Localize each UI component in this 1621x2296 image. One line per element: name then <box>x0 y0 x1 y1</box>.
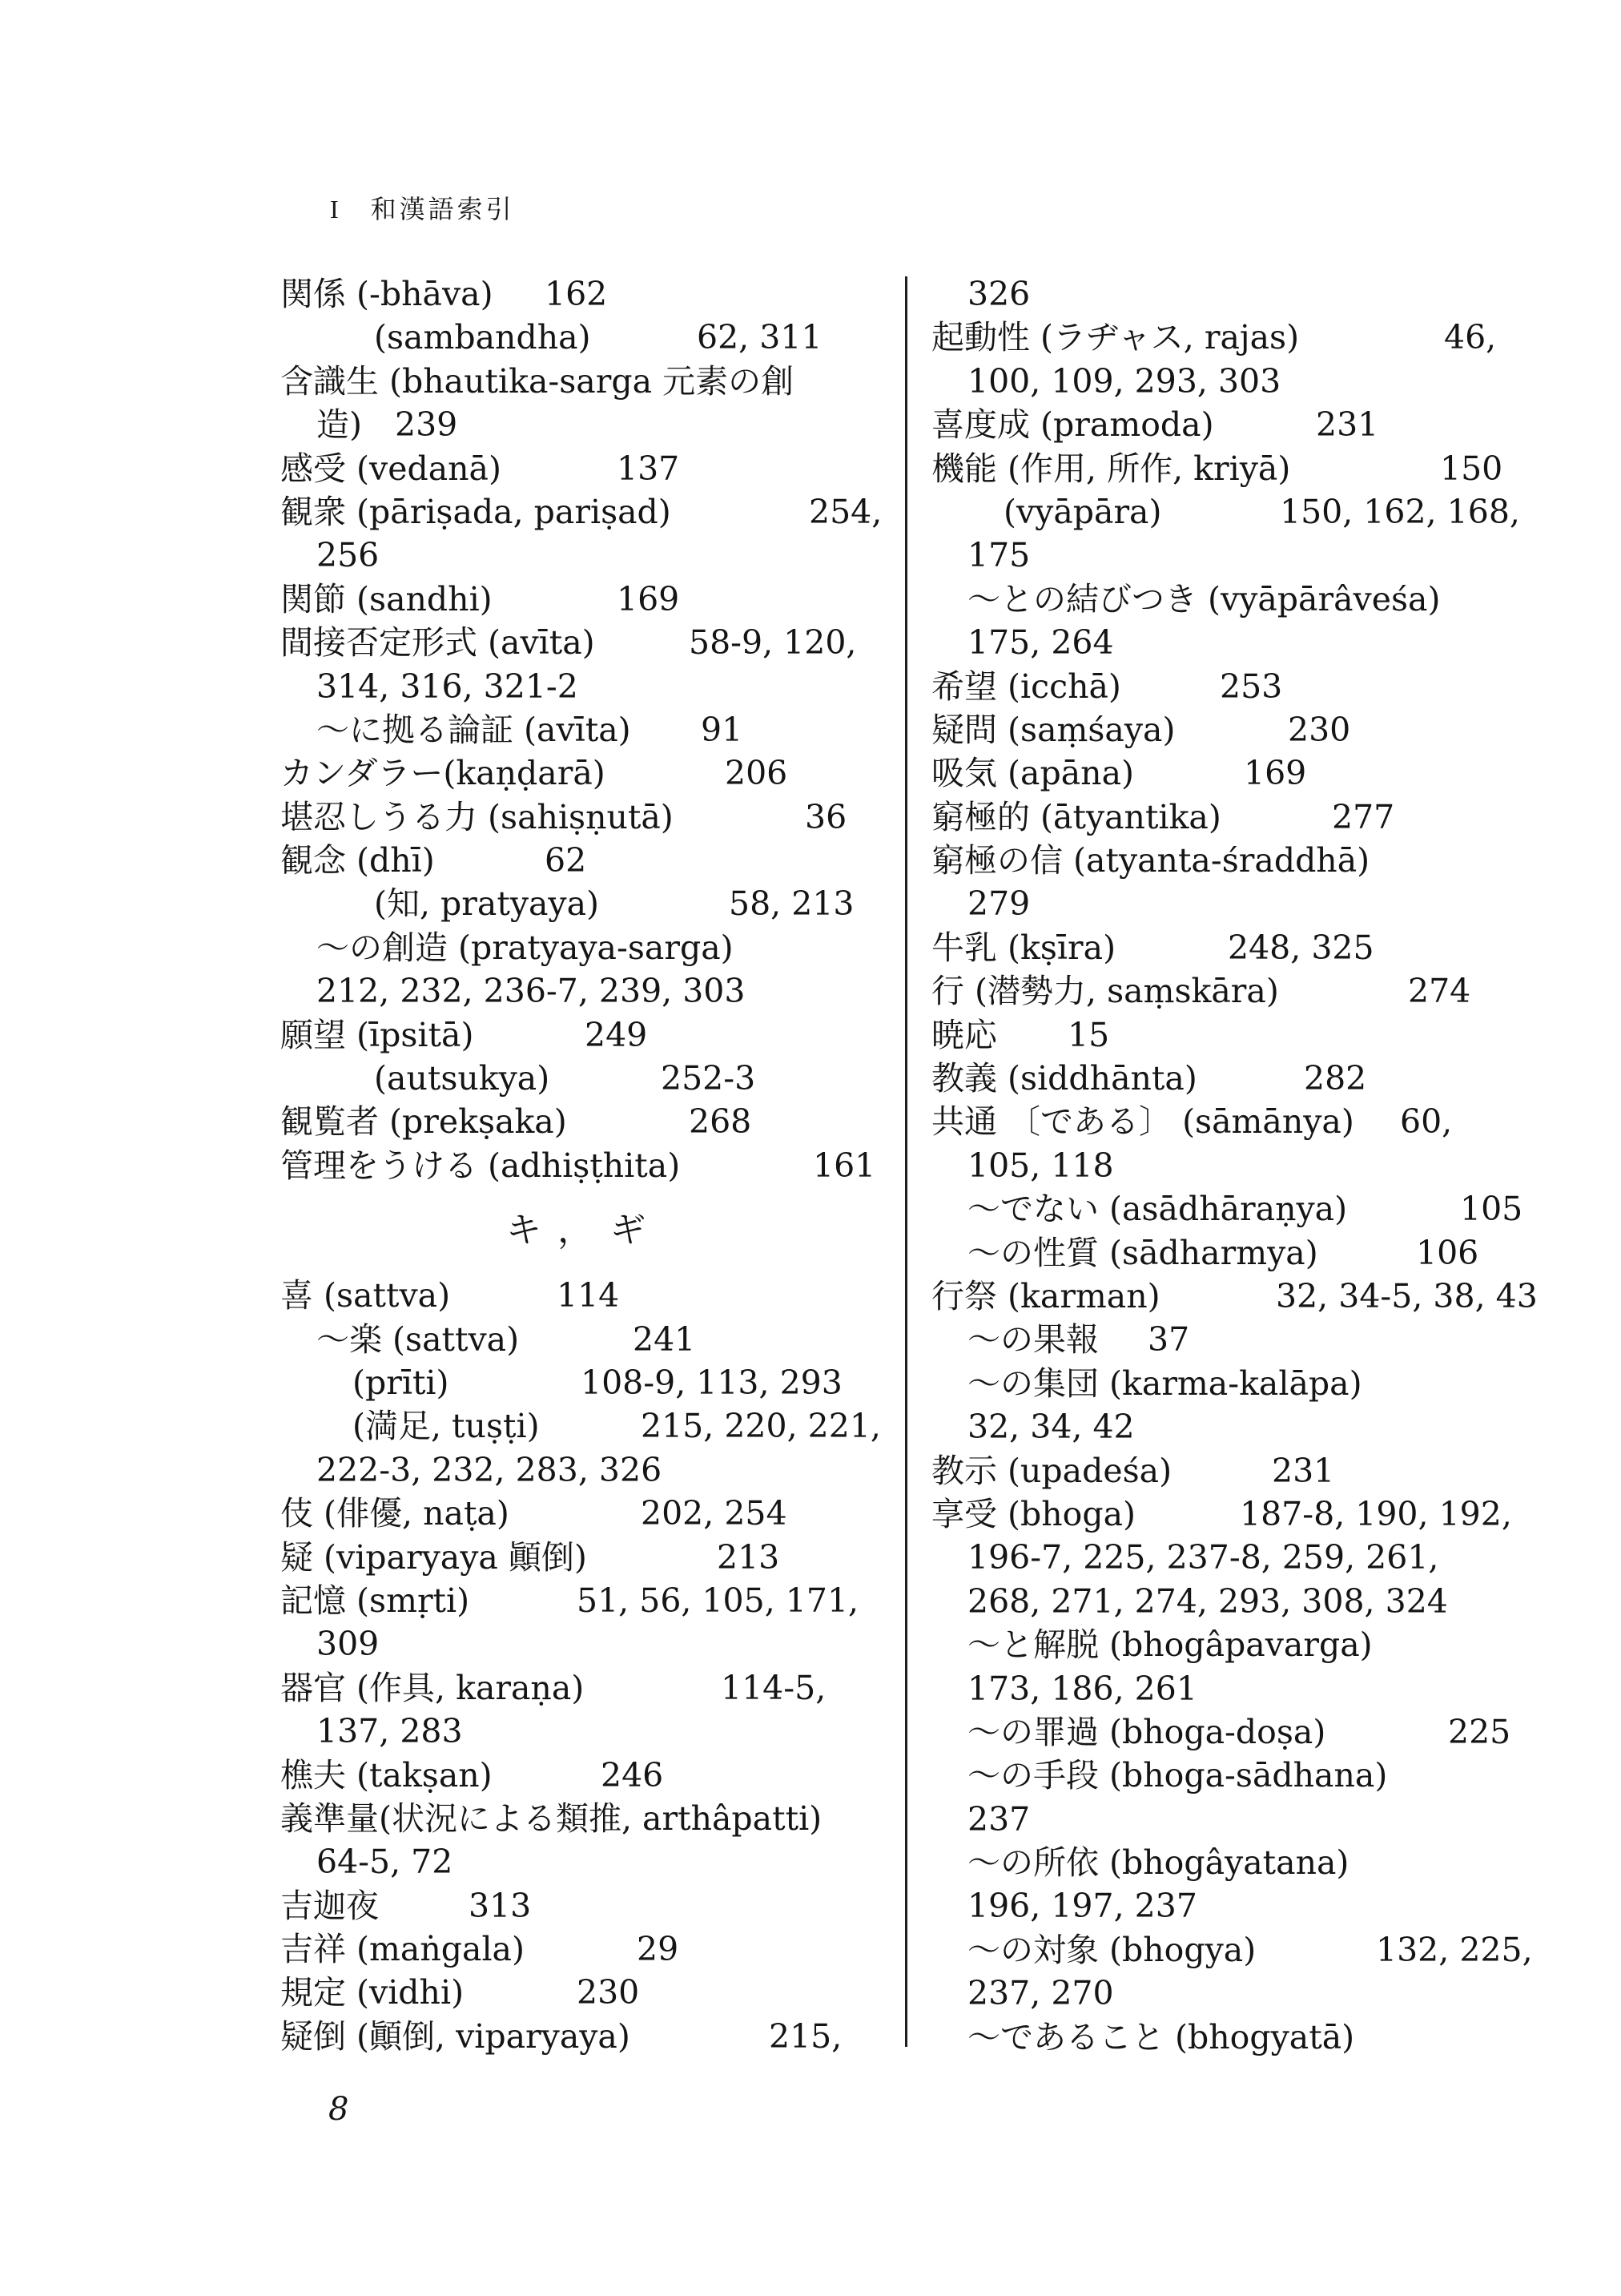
index-entry <box>931 272 1540 316</box>
page-references: 161 <box>813 1146 876 1185</box>
index-term: 237 <box>967 1799 1031 1839</box>
index-term: 疑 (viparyaya 顚倒) <box>280 1537 587 1577</box>
index-entry <box>280 1274 889 1317</box>
index-term: 牛乳 (kṣīra) <box>931 928 1116 967</box>
index-term: 窮極的 (ātyantika) <box>931 797 1221 836</box>
index-entry <box>931 882 1540 925</box>
index-term: ～の対象 (bhogya) <box>967 1930 1257 1969</box>
page-references: 58, 213 <box>729 884 855 924</box>
page-references: 51, 56, 105, 171, <box>577 1581 859 1620</box>
index-entry <box>280 447 889 490</box>
index-entry <box>931 1710 1540 1754</box>
index-entry <box>280 1797 889 1840</box>
page-references: 114 <box>557 1276 620 1315</box>
page-references: 230 <box>577 1973 640 2012</box>
index-entry <box>280 1100 889 1143</box>
index-term: 希望 (icchā) <box>931 667 1121 706</box>
index-entry <box>280 839 889 882</box>
index-term: 規定 (vidhi) <box>280 1973 465 2012</box>
index-term: 137, 283 <box>316 1712 463 1751</box>
index-entry <box>931 751 1540 795</box>
left-column <box>280 272 889 2058</box>
index-entry <box>280 360 889 403</box>
index-entry <box>280 1404 889 1448</box>
page-references: 215, 220, 221, <box>641 1407 881 1446</box>
index-term: 268, 271, 274, 293, 308, 324 <box>967 1581 1448 1621</box>
index-term: (満足, tuṣṭi) <box>352 1407 540 1446</box>
page-references: 58-9, 120, <box>689 623 857 663</box>
page-references: 277 <box>1332 797 1395 836</box>
index-entry <box>280 665 889 708</box>
index-term: ～でない (asādhāraṇya) <box>967 1190 1348 1229</box>
index-term: ～であること (bhogyatā) <box>967 2017 1355 2056</box>
index-entry <box>280 621 889 664</box>
index-term: 314, 316, 321-2 <box>316 667 578 706</box>
index-entry <box>280 882 889 925</box>
index-entry <box>280 1448 889 1492</box>
index-term: 観衆 (pāriṣada, pariṣad) <box>280 492 671 531</box>
index-entry <box>931 1275 1540 1318</box>
index-entry <box>931 1057 1540 1100</box>
index-entry <box>931 1623 1540 1666</box>
index-term: ～に拠る論証 (avīta) <box>316 710 631 749</box>
index-term: (sambandha) <box>374 318 591 357</box>
index-term: 100, 109, 293, 303 <box>967 361 1281 401</box>
index-entry <box>280 1971 889 2014</box>
page-references: 268 <box>689 1102 752 1142</box>
index-term: ～との結びつき (vyāpārâveśa) <box>967 579 1441 618</box>
index-entry <box>280 796 889 839</box>
index-term: 含識生 (bhautika-sarga 元素の創 <box>280 361 794 401</box>
index-entry <box>280 708 889 751</box>
index-entry <box>931 926 1540 969</box>
index-term: 64-5, 72 <box>316 1843 453 1882</box>
index-entry <box>280 1622 889 1666</box>
index-term: 237, 270 <box>967 1974 1114 2013</box>
index-term: 196, 197, 237 <box>967 1887 1197 1926</box>
page-references: 253 <box>1220 667 1283 706</box>
index-term: 309 <box>316 1625 380 1664</box>
page-references: 215, <box>769 2016 843 2056</box>
running-header <box>330 189 515 226</box>
index-entry <box>931 665 1540 708</box>
index-entry <box>280 2015 889 2058</box>
index-term: 造) 239 <box>316 405 458 445</box>
page-references: 313 <box>469 1886 532 1925</box>
index-term: 願望 (īpsitā) <box>280 1015 474 1054</box>
index-entry <box>280 316 889 359</box>
page-references: 282 <box>1304 1059 1367 1098</box>
index-term: 共通 〔である〕 (sāmānya) <box>931 1102 1354 1142</box>
index-entry <box>280 578 889 621</box>
section-heading: キ，ギ <box>505 1210 664 1251</box>
index-entry <box>931 447 1540 490</box>
index-term: 義準量(状況による類推, arthâpatti) <box>280 1799 823 1838</box>
index-entry <box>931 708 1540 751</box>
page-references: 37 <box>1148 1320 1190 1359</box>
page-references: 150, 162, 168, <box>1280 492 1520 531</box>
index-term: (知, pratyaya) <box>374 884 600 924</box>
page-references: 230 <box>1288 710 1351 749</box>
index-term: 喜 (sattva) <box>280 1276 451 1315</box>
page-references: 36 <box>805 797 847 836</box>
index-term: 教義 (siddhānta) <box>931 1059 1197 1098</box>
index-entry <box>280 1710 889 1753</box>
page-references: 249 <box>585 1015 648 1054</box>
page-references: 62 <box>545 841 587 880</box>
page-references: 108-9, 113, 293 <box>581 1363 843 1402</box>
index-term: 279 <box>967 884 1031 924</box>
index-term: 管理をうける (adhiṣṭhita) <box>280 1146 681 1185</box>
page-references: 202, 254 <box>641 1494 787 1533</box>
index-term: (prīti) <box>352 1363 449 1402</box>
column-divider <box>905 276 907 2047</box>
index-term: 関節 (sandhi) <box>280 579 493 618</box>
index-term: 伎 (俳優, naṭa) <box>280 1494 509 1533</box>
index-term: (autsukya) <box>374 1059 550 1098</box>
index-entry <box>280 1144 889 1187</box>
index-entry <box>931 1144 1540 1187</box>
index-term: 196-7, 225, 237-8, 259, 261, <box>967 1538 1439 1577</box>
page-references: 213 <box>717 1537 780 1577</box>
page-references: 225 <box>1448 1712 1511 1751</box>
index-entry <box>931 1884 1540 1927</box>
index-term: 感受 (vedanā) <box>280 449 501 488</box>
index-entry <box>931 1449 1540 1492</box>
index-term: 212, 232, 236-7, 239, 303 <box>316 972 746 1011</box>
index-term: 関係 (-bhāva) <box>280 275 493 313</box>
index-entry <box>931 1928 1540 1972</box>
index-entry <box>931 796 1540 839</box>
section-title: 和漢語索引 <box>370 194 515 224</box>
index-term: 行祭 (karman) <box>931 1276 1160 1315</box>
index-entry <box>280 1927 889 1971</box>
page-references: 187-8, 190, 192, <box>1240 1494 1512 1533</box>
index-entry <box>280 1536 889 1579</box>
index-term: 吉迦夜 <box>280 1886 379 1925</box>
page-references: 162 <box>545 275 608 313</box>
index-entry <box>280 926 889 969</box>
page-references: 241 <box>633 1319 696 1359</box>
index-term: 享受 (bhoga) <box>931 1494 1136 1533</box>
index-entry <box>931 1405 1540 1448</box>
index-term: 樵夫 (takṣan) <box>280 1755 493 1795</box>
page-references: 231 <box>1272 1451 1335 1490</box>
index-term: ～の集団 (karma-kalāpa) <box>967 1364 1362 1403</box>
index-term: 暁応 <box>931 1015 997 1054</box>
index-entry <box>931 1798 1540 1841</box>
index-entry <box>280 1361 889 1404</box>
index-entry <box>931 360 1540 403</box>
page-references: 132, 225, <box>1376 1930 1533 1969</box>
index-entry <box>280 969 889 1013</box>
index-entry <box>280 751 889 795</box>
index-entry <box>931 1580 1540 1623</box>
index-term: ～の罪過 (bhoga-doṣa) <box>967 1712 1326 1751</box>
index-entry <box>280 1666 889 1710</box>
index-entry <box>931 1100 1540 1143</box>
page-references: 91 <box>701 710 743 749</box>
page-references: 248, 325 <box>1228 928 1374 967</box>
index-entry <box>280 490 889 534</box>
index-term: 堪忍しうる力 (sahiṣṇutā) <box>280 797 674 836</box>
index-entry <box>931 1362 1540 1405</box>
index-entry <box>931 1187 1540 1231</box>
index-entry <box>280 1057 889 1100</box>
page-references: 60, <box>1400 1102 1453 1142</box>
index-entry <box>280 1579 889 1622</box>
index-term: 疑倒 (顚倒, viparyaya) <box>280 2016 630 2056</box>
index-term: 間接否定形式 (avīta) <box>280 623 595 663</box>
index-entry <box>280 1840 889 1883</box>
index-entry <box>931 1841 1540 1884</box>
page-references: 150 <box>1440 449 1503 488</box>
index-term: 256 <box>316 536 380 575</box>
index-entry <box>280 1318 889 1361</box>
index-term: 175 <box>967 536 1031 575</box>
section-numeral: I <box>330 195 342 224</box>
index-term: ～の創造 (pratyaya-sarga) <box>316 928 734 967</box>
index-entry <box>931 1492 1540 1536</box>
page-references: 62, 311 <box>697 318 823 357</box>
index-term: 窮極の信 (atyanta-śraddhā) <box>931 841 1370 880</box>
index-entry <box>280 1013 889 1057</box>
index-term: 326 <box>967 275 1031 313</box>
page-references: 114-5, <box>721 1668 827 1707</box>
index-term: ～と解脱 (bhogâpavarga) <box>967 1625 1373 1665</box>
page-references: 137 <box>617 449 680 488</box>
index-entry <box>931 1972 1540 2015</box>
page-references: 274 <box>1408 972 1471 1011</box>
page-references: 29 <box>637 1930 679 1969</box>
index-term: ～の果報 <box>967 1320 1099 1359</box>
index-entry <box>931 316 1540 359</box>
index-entry <box>931 1536 1540 1579</box>
page-references: 15 <box>1068 1015 1110 1054</box>
index-term: 起動性 (ラヂャス, rajas) <box>931 318 1300 357</box>
index-term: 吸気 (apāna) <box>931 754 1135 793</box>
index-term: 喜度成 (pramoda) <box>931 405 1214 445</box>
page-references: 169 <box>1244 754 1307 793</box>
index-term: ～の所依 (bhogâyatana) <box>967 1843 1349 1883</box>
index-term: 疑問 (saṃśaya) <box>931 710 1176 749</box>
page-references: 106 <box>1416 1233 1479 1272</box>
index-entry <box>280 1884 889 1927</box>
index-term: 記憶 (smṛti) <box>280 1581 470 1620</box>
index-term: 器官 (作具, karaṇa) <box>280 1668 585 1707</box>
index-entry <box>931 621 1540 664</box>
index-term: 行 (潜勢力, saṃskāra) <box>931 972 1279 1011</box>
index-term: 観覧者 (prekṣaka) <box>280 1102 567 1142</box>
index-entry <box>931 578 1540 621</box>
index-term: ～の性質 (sādharmya) <box>967 1233 1318 1272</box>
index-entry <box>931 2016 1540 2059</box>
index-term: 観念 (dhī) <box>280 841 435 880</box>
index-entry <box>931 1754 1540 1797</box>
page-references: 169 <box>617 579 680 618</box>
index-entry <box>931 1231 1540 1275</box>
index-entry <box>931 1013 1540 1057</box>
index-term: 175, 264 <box>967 623 1114 663</box>
index-term: 32, 34, 42 <box>967 1408 1135 1447</box>
page-number: 8 <box>328 2091 349 2128</box>
index-entry <box>280 534 889 577</box>
index-term: 教示 (upadeśa) <box>931 1451 1173 1490</box>
index-term: 吉祥 (maṅgala) <box>280 1930 525 1969</box>
index-entry <box>931 490 1540 534</box>
page-references: 231 <box>1316 405 1379 445</box>
index-term: 機能 (作用, 所作, kriyā) <box>931 449 1291 488</box>
index-term: (vyāpāra) <box>1004 492 1162 531</box>
page-references: 254, <box>809 492 883 531</box>
index-term: ～楽 (sattva) <box>316 1319 520 1359</box>
page-references: 105 <box>1460 1190 1523 1229</box>
index-term: 222-3, 232, 283, 326 <box>316 1450 662 1489</box>
index-entry <box>280 1754 889 1797</box>
index-entry <box>280 272 889 316</box>
index-entry <box>931 839 1540 882</box>
index-term: カンダラー(kaṇḍarā) <box>280 754 605 793</box>
right-column <box>931 272 1540 2059</box>
page-references: 252-3 <box>661 1059 756 1098</box>
index-entry <box>931 1667 1540 1710</box>
index-term: 173, 186, 261 <box>967 1669 1197 1708</box>
index-entry <box>931 534 1540 577</box>
index-entry <box>931 403 1540 446</box>
index-term: 105, 118 <box>967 1146 1114 1185</box>
page-references: 32, 34-5, 38, 43 <box>1276 1276 1538 1315</box>
index-term: ～の手段 (bhoga-sādhana) <box>967 1756 1388 1795</box>
page-references: 46, <box>1444 318 1497 357</box>
index-entry <box>280 1492 889 1535</box>
page-references: 206 <box>725 754 788 793</box>
index-entry <box>280 403 889 446</box>
index-entry <box>931 969 1540 1013</box>
page-references: 246 <box>601 1755 664 1795</box>
index-entry <box>931 1318 1540 1361</box>
